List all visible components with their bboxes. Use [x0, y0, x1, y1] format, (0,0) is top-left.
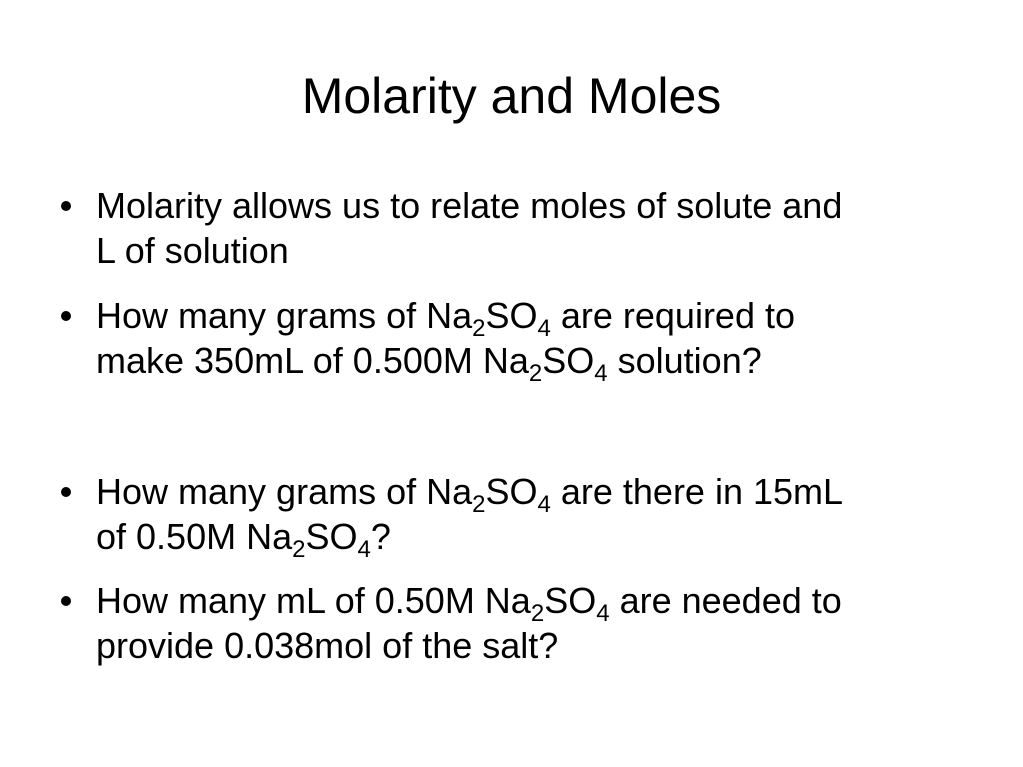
subscript: 2	[472, 315, 486, 342]
text-run: How many grams of Na	[96, 471, 473, 512]
subscript: 4	[357, 536, 371, 563]
subscript: 2	[292, 536, 306, 563]
bullet-line	[96, 469, 966, 518]
text-run: SO	[485, 295, 538, 336]
text-run: solution?	[607, 340, 762, 381]
bullet-line: L of solution	[96, 230, 289, 271]
bullet-dot-icon	[61, 487, 71, 497]
bullet-line	[96, 514, 966, 563]
slide-title: Molarity and Moles	[301, 68, 722, 124]
text-run: SO	[305, 516, 358, 557]
text-run: are there in 15mL	[550, 471, 844, 512]
bullet-line	[96, 578, 966, 627]
text-run: make 350mL of 0.500M Na	[96, 340, 529, 381]
bullet-line	[96, 338, 966, 387]
text-run: How many mL of 0.50M Na	[96, 580, 531, 621]
text-run: are needed to	[609, 580, 842, 621]
text-run: SO	[485, 471, 538, 512]
bullet-text	[96, 183, 966, 273]
text-run: are required to	[550, 295, 796, 336]
bullet-line	[96, 293, 966, 342]
text-run: How many grams of Na	[96, 295, 473, 336]
subscript: 2	[530, 600, 545, 627]
text-run: SO	[544, 580, 597, 621]
subscript: 4	[537, 315, 551, 342]
bullet-text	[96, 293, 966, 387]
bullet-text	[96, 578, 966, 668]
subscript: 2	[528, 360, 543, 387]
subscript: 4	[596, 600, 610, 627]
bullet-text	[96, 469, 966, 563]
subscript: 4	[537, 491, 551, 518]
bullet-line: provide 0.038mol of the salt?	[96, 625, 559, 666]
subscript: 4	[594, 360, 608, 387]
bullet-line: Molarity allows us to relate moles of solute and	[96, 185, 843, 226]
text-run: of 0.50M Na	[96, 516, 293, 557]
subscript: 2	[472, 491, 486, 518]
text-run: SO	[542, 340, 595, 381]
bullet-dot-icon	[61, 311, 71, 321]
text-run: ?	[370, 516, 391, 557]
bullet-dot-icon	[61, 596, 71, 606]
bullet-dot-icon	[61, 201, 71, 211]
